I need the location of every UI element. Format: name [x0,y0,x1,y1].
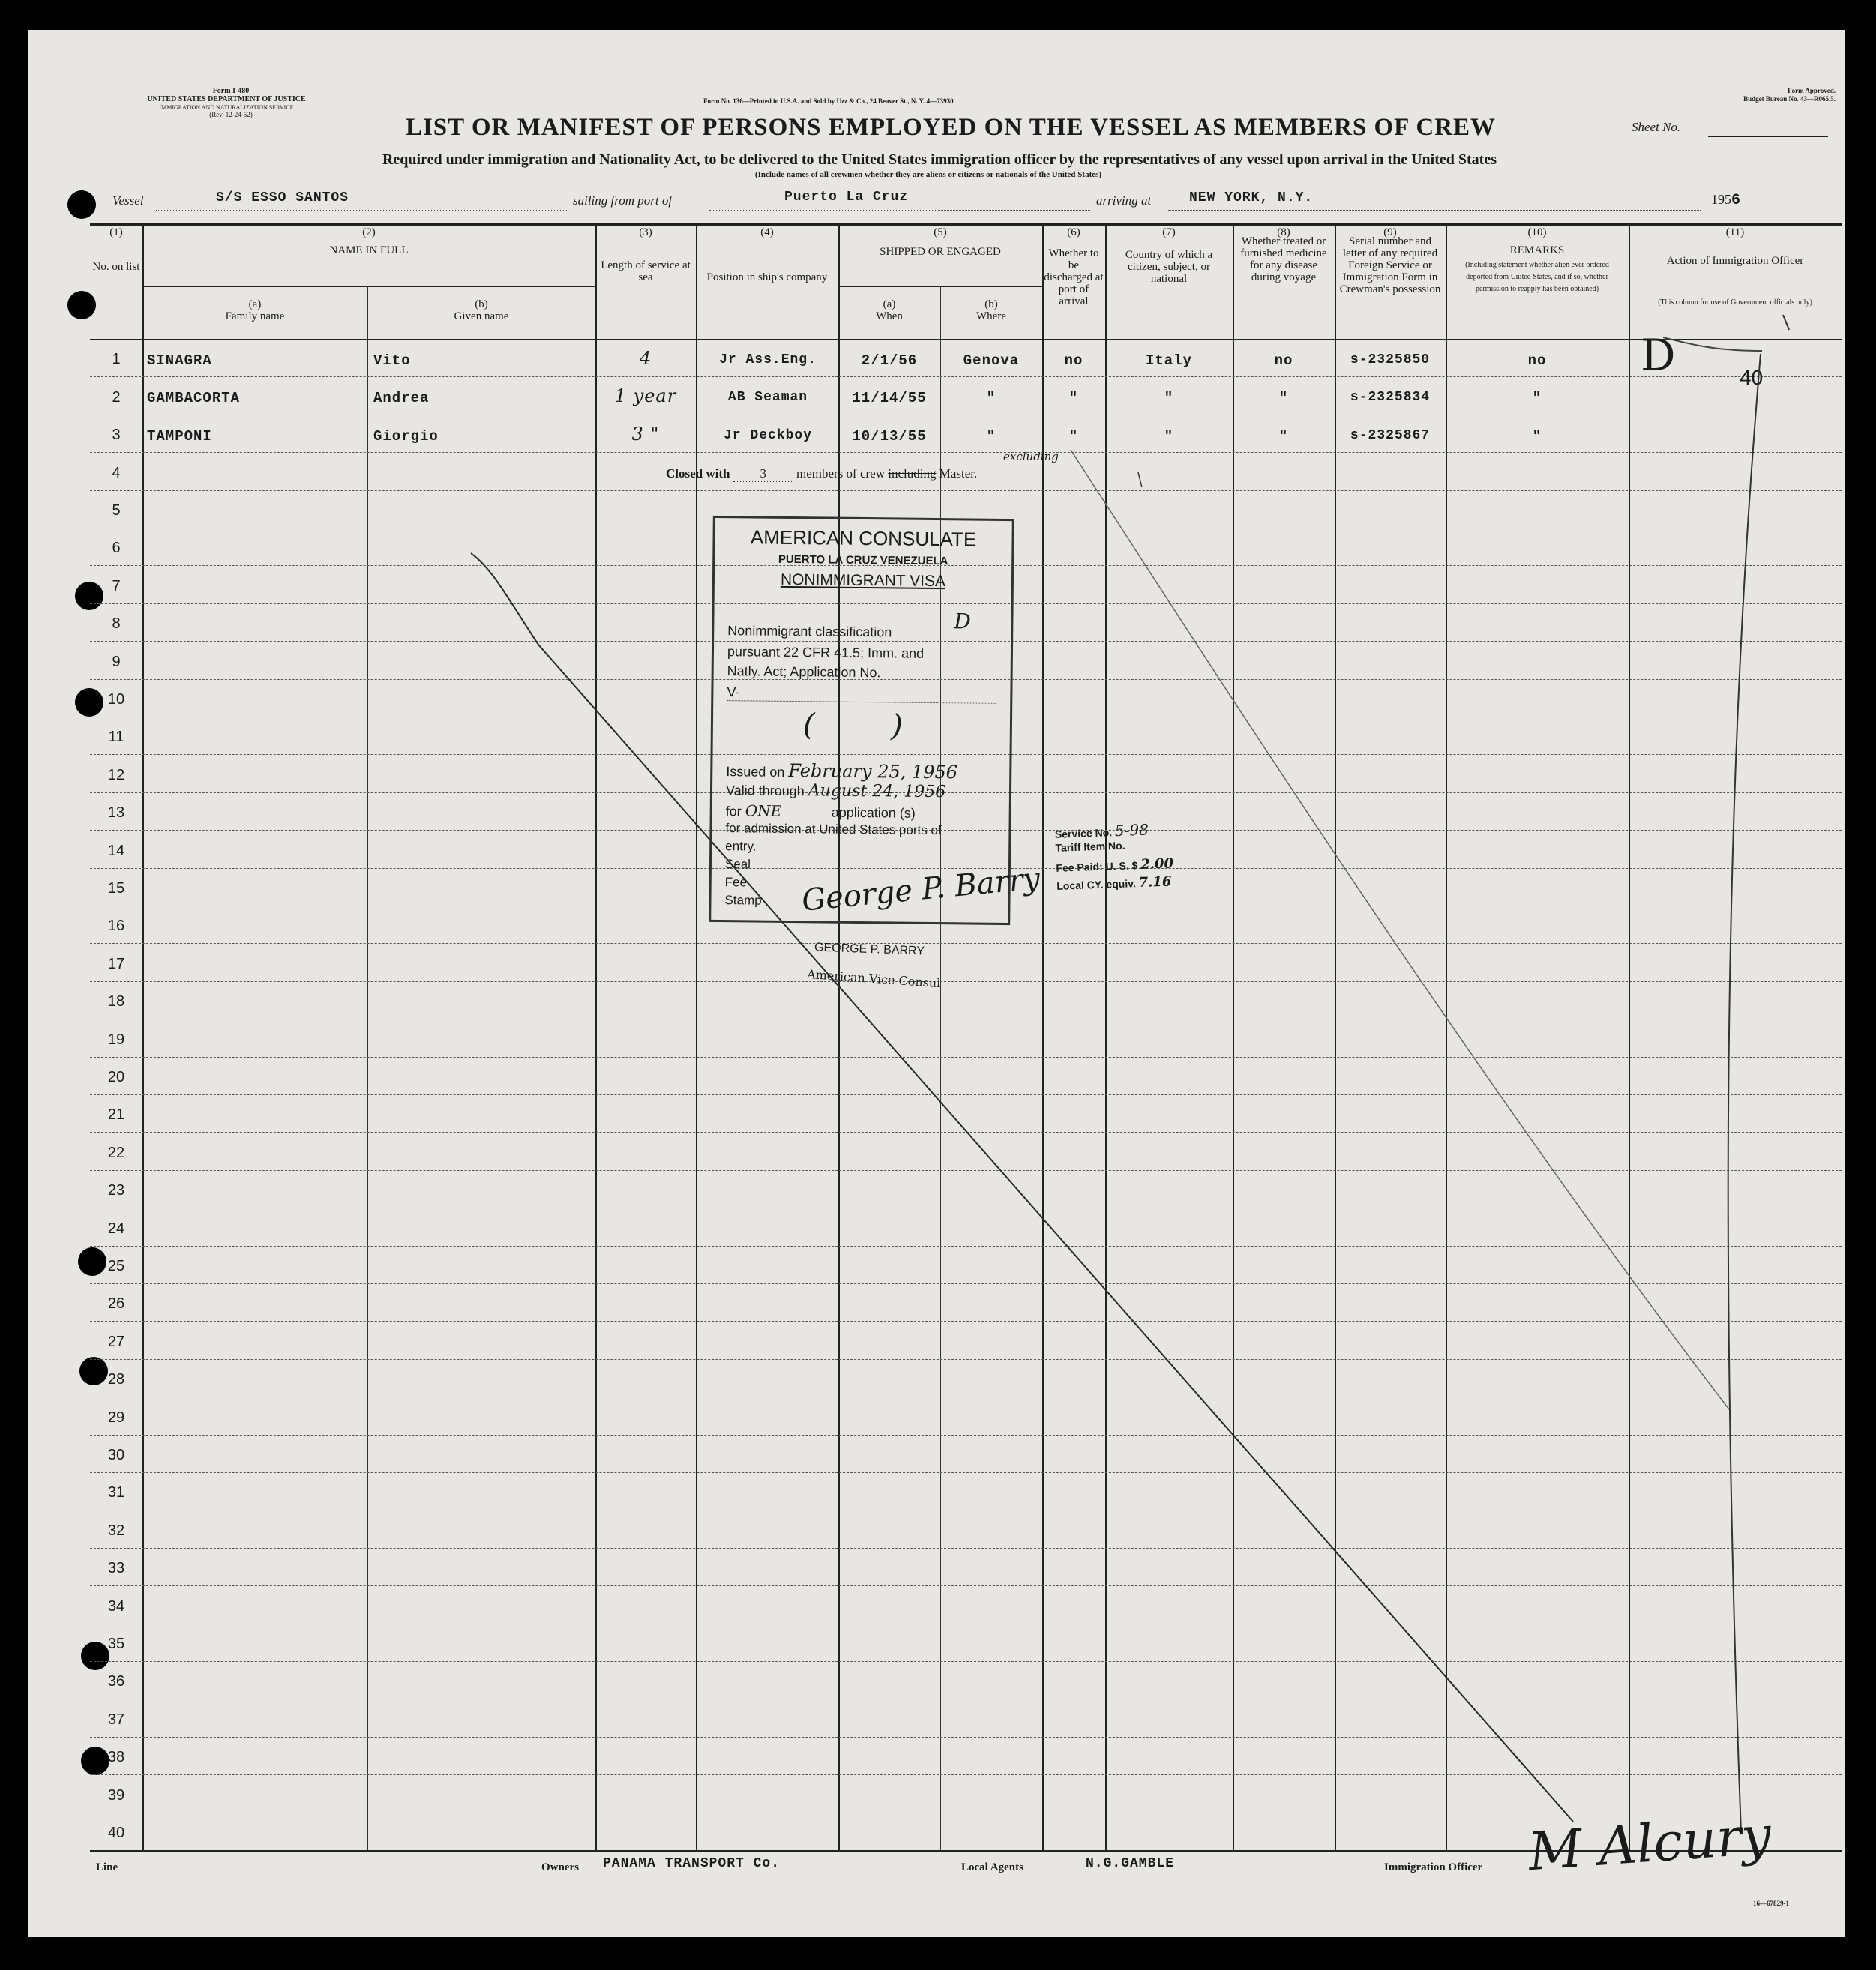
row-number: 5 [112,502,121,519]
row-number: 11 [108,729,124,746]
agency-name: UNITED STATES DEPARTMENT OF JUSTICE [147,95,306,103]
row-number: 32 [107,1522,125,1539]
stamp-fee: Fee [724,875,748,890]
col-number-9: (9) [1383,226,1397,238]
printer-note: Form No. 136—Printed in U.S.A. and Sold by Uzz & Co., 24 Beaver St., N. Y. 4—73930 [703,97,954,105]
col-number-7: (7) [1162,226,1176,238]
stamp-seal: Seal [724,857,751,872]
row-number: 39 [107,1786,125,1804]
stamp-visa-type: NONIMMIGRANT VISA [780,570,946,591]
crew-family-name: SINAGRA [147,352,212,369]
row-number: 31 [107,1484,125,1501]
header-no-on-list: No. on list [92,261,140,273]
col-number-6: (6) [1067,226,1080,238]
row-number: 33 [107,1560,125,1577]
consul-title: American Vice Consul [806,966,942,991]
service-name: IMMIGRATION AND NATURALIZATION SERVICE [159,104,294,111]
fee-stamp: Service No. 5-98 Tariff Item No. Fee Paid: U. S. $ 2.00 Local CY. equiv. 7.16 [1054,820,1174,892]
crew-discharge: " [1068,390,1079,407]
footer-agents-label: Local Agents [961,1861,1023,1873]
row-number: 20 [107,1069,125,1085]
header-serial-number: Serial number and letter of any required Foreign Service or Immigration Form in Crewman's possession [1339,235,1441,295]
stamp-admission: for admission at United States ports of [725,821,942,838]
stamp-location: PUERTO LA CRUZ VENEZUELA [778,552,948,568]
row-number: 21 [107,1106,125,1124]
row-number: 34 [107,1597,125,1615]
vessel-name: S/S ESSO SANTOS [216,190,349,205]
header-length-of-service: Length of service at sea [601,259,691,283]
header-action-note: (This column for use of Government officials only) [1658,298,1812,307]
crew-given-name: Vito [373,352,411,369]
header-family-name: (a) Family name [225,298,285,322]
row-number: 7 [112,577,121,594]
page-title: LIST OR MANIFEST OF PERSONS EMPLOYED ON THE VESSEL AS MEMBERS OF CREW [405,114,1497,141]
form-subtitle: Required under immigration and Nationality Act, to be delivered to the United States immigration officer by the representatives of any vessel upon arrival in the United States [382,151,1497,168]
col-number-10: (10) [1527,226,1547,238]
vessel-label: Vessel [112,193,144,208]
row-number: 40 [107,1825,125,1841]
closed-note: Closed with 3 members of crew including Master. [666,466,978,481]
row-number: 19 [107,1031,125,1048]
footer-owners-label: Owners [541,1861,579,1873]
officer-count: 40 [1740,366,1764,389]
crew-length-of-service: 4 [639,348,652,369]
header-remarks-note: (Including statement whether alien ever ordered deported from United States, and if so, whether permission to reapply has been obtained) [1465,261,1609,293]
row-number: 17 [107,955,125,972]
stamp-issued: Issued on February 25, 1956 [726,759,958,783]
footer-owners: PANAMA TRANSPORT Co. [603,1856,781,1871]
row-number: 8 [112,615,121,633]
form-revision: (Rev. 12-24-52) [209,111,253,118]
crew-country: " [1164,390,1174,407]
row-number: 6 [112,540,121,557]
row-number: 38 [107,1749,125,1766]
header-name-in-full: NAME IN FULL [329,244,409,256]
header-shipped-or-engaged: SHIPPED OR ENGAGED [880,246,1001,258]
stamp-stamp-word: Stamp [724,893,762,908]
row-number: 25 [107,1258,125,1274]
arrival-year: 1956 [1711,192,1742,209]
row-number: 16 [107,918,125,935]
col-number-1: (1) [109,226,123,238]
col-number-11: (11) [1725,226,1745,238]
stamp-valid: Valid through August 24, 1956 [725,781,946,802]
consul-signature: George P. Barry [800,861,1042,918]
manifest-sheet [28,30,1845,1937]
header-where: (b) Where [976,298,1006,322]
row-number: 12 [107,766,125,783]
row-number: 4 [112,464,121,481]
row-number: 37 [107,1711,125,1728]
crew-serial-number: s-2325867 [1350,427,1431,443]
stamp-v: V- [727,684,996,704]
header-action: Action of Immigration Officer [1666,255,1804,267]
stamp-title: AMERICAN CONSULATE [750,525,977,551]
form-number: Form I-480 [212,87,250,95]
col-number-5: (5) [934,226,947,238]
sailing-label: sailing from port of [573,193,673,208]
immigration-officer-signature: M Alcury [1526,1804,1773,1883]
form-note: (Include names of all crewmen whether they are aliens or citizens or nationals of the United States) [754,170,1102,179]
crew-serial-number: s-2325834 [1350,390,1431,406]
row-number: 26 [107,1295,125,1313]
header-remarks: REMARKS [1509,244,1565,256]
footer-line-label: Line [96,1861,118,1873]
stamp-application-no: Natly. Act; Application No. [727,663,881,681]
crew-given-name: Andrea [373,390,430,407]
row-number: 36 [107,1673,125,1690]
row-number: 23 [107,1182,125,1199]
col-number-2: (2) [362,226,376,238]
sheet-number-label: Sheet No. [1632,120,1681,134]
crew-medicine: no [1274,352,1293,369]
crew-shipped-where: " [986,427,996,445]
crew-medicine: " [1278,427,1289,445]
col-number-8: (8) [1277,226,1290,238]
stamp-for: for ONE application (s) [725,801,916,821]
row-number: 2 [112,388,121,406]
row-number: 29 [107,1409,125,1426]
crew-shipped-when: 10/13/55 [852,427,927,445]
crew-shipped-where: Genova [963,352,1020,369]
crew-family-name: GAMBACORTA [147,390,241,407]
row-number: 1 [112,351,121,368]
crew-remarks: " [1532,390,1542,407]
stamp-entry: entry. [725,839,757,854]
crew-position: Jr Deckboy [723,427,813,443]
form-approval: Form Approved. [1788,87,1836,94]
crew-length-of-service: 3 " [631,423,660,445]
crew-remarks: no [1527,352,1547,369]
row-number: 9 [112,653,121,670]
port-of-departure: Puerto La Cruz [784,190,909,205]
row-number: 30 [107,1447,125,1463]
stamp-paren: ( ) [802,708,904,744]
row-number: 18 [107,993,125,1010]
crew-shipped-when: 11/14/55 [852,390,927,407]
row-number: 22 [107,1144,125,1161]
header-discharged: Whether to be discharged at port of arrival [1044,247,1104,307]
crew-position: AB Seaman [727,390,808,406]
crew-discharge: " [1068,427,1079,445]
row-number: 15 [107,880,125,897]
row-number: 35 [107,1636,125,1652]
col-number-3: (3) [639,226,652,238]
row-number: 10 [107,691,125,708]
port-of-arrival: NEW YORK, N.Y. [1189,190,1314,205]
form-code: 16—67829-1 [1753,1900,1789,1907]
officer-action-letter: D [1641,330,1676,381]
crew-country: Italy [1145,352,1192,369]
crew-position: Jr Ass.Eng. [719,352,817,367]
header-position: Position in ship's company [706,271,828,283]
crew-serial-number: s-2325850 [1350,352,1431,367]
header-when: (a) When [876,298,903,322]
row-number: 28 [107,1371,125,1388]
arriving-label: arriving at [1096,193,1152,208]
budget-number: Budget Bureau No. 43—R065.5. [1743,95,1836,103]
stamp-pursuant: pursuant 22 CFR 41.5; Imm. and [727,644,925,661]
crew-shipped-where: " [986,390,996,407]
stamp-class-value: D [954,609,972,634]
footer-officer-label: Immigration Officer [1384,1861,1483,1873]
row-number: 3 [112,427,121,444]
consul-name: GEORGE P. BARRY [814,941,925,958]
footer-agents: N.G.GAMBLE [1086,1856,1175,1871]
row-number: 24 [107,1220,125,1237]
header-given-name: (b) Given name [454,298,509,322]
crew-family-name: TAMPONI [147,427,212,445]
header-country: Country of which a citizen, subject, or national [1125,249,1213,285]
crew-remarks: " [1532,427,1542,445]
header-medicine: Whether treated or furnished medicine for any disease during voyage [1240,235,1327,283]
crew-shipped-when: 2/1/56 [861,352,918,369]
crew-length-of-service: 1 year [614,385,677,407]
crew-country: " [1164,427,1174,445]
col-number-4: (4) [760,226,774,238]
crew-given-name: Giorgio [373,427,439,445]
stamp-classification: Nonimmigrant classification [727,623,892,640]
crew-discharge: no [1064,352,1083,369]
crew-medicine: " [1278,390,1289,407]
row-number: 13 [107,804,125,822]
row-number: 14 [107,842,125,859]
closed-note-correction: excluding [1003,450,1059,463]
row-number: 27 [107,1333,125,1350]
cancel-strokes [28,30,1845,1937]
